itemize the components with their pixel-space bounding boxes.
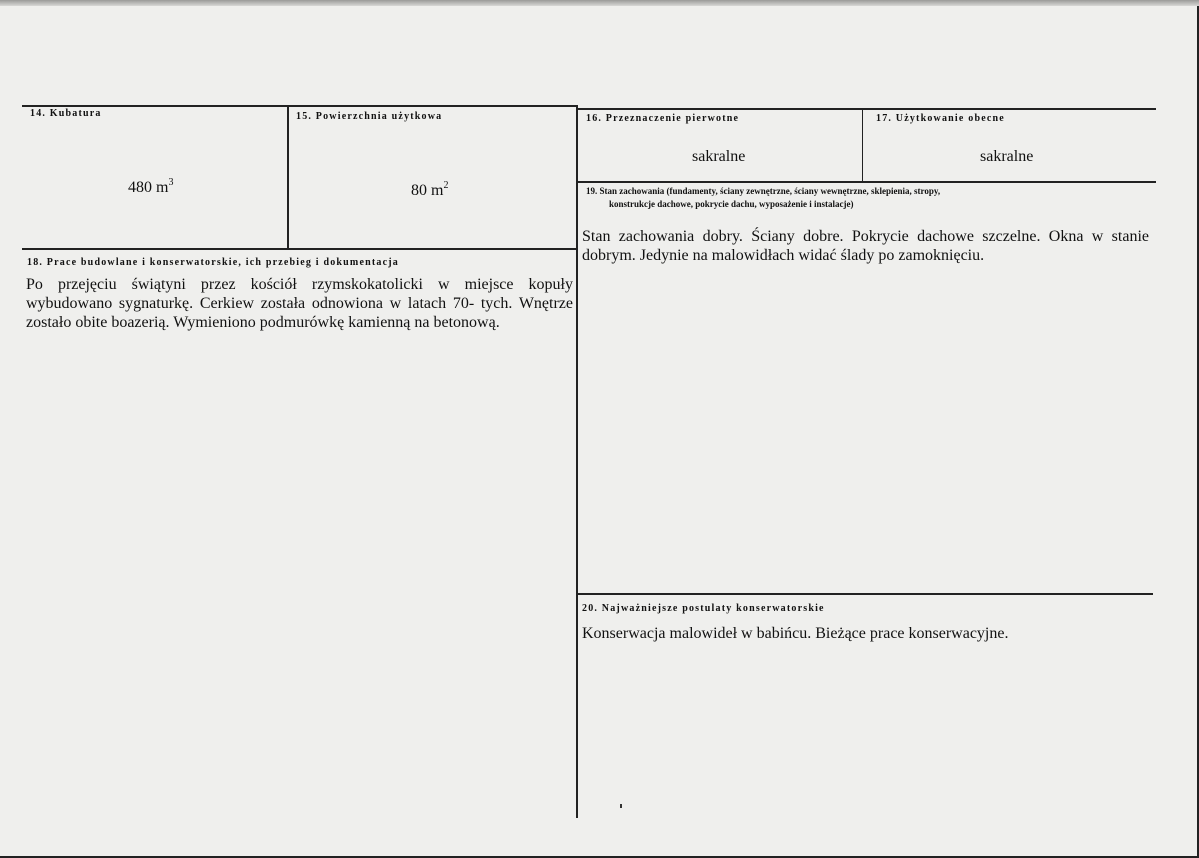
label-stan-zachowania-line2: konstrukcje dachowe, pokrycie dachu, wyposażenie i instalacje) — [609, 199, 854, 209]
divider-16-17 — [862, 108, 863, 181]
text-stan-zachowania: Stan zachowania dobry. Ściany dobre. Pokrycie dachowe szczelne. Okna w stanie dobrym. Jedynie na malowidłach widać ślady po zamoknięciu. — [582, 228, 1149, 264]
row-top-line-left — [22, 105, 578, 107]
divider-14-15 — [287, 105, 289, 250]
label-kubatura: 14. Kubatura — [30, 108, 102, 119]
label-prace-budowlane: 18. Prace budowlane i konserwatorskie, ich przebieg i dokumentacja — [27, 257, 399, 268]
value-powierzchnia-sup: 2 — [443, 180, 449, 191]
divider-14-18 — [22, 248, 578, 250]
text-postulaty: Konserwacja malowideł w babińcu. Bieżące prace konserwacyjne. — [582, 625, 1009, 642]
value-kubatura-sup: 3 — [168, 177, 174, 188]
label-postulaty: 20. Najważniejsze postulaty konserwatorskie — [582, 603, 825, 614]
value-powierzchnia — [411, 182, 448, 200]
value-przeznaczenie: sakralne — [692, 148, 746, 165]
value-powierzchnia-number: 80 m — [411, 182, 444, 199]
main-vertical-divider — [576, 105, 578, 818]
value-kubatura-number: 480 m — [128, 179, 169, 196]
row-top-line-right — [578, 108, 1156, 110]
label-stan-zachowania-line1: 19. Stan zachowania (fundamenty, ściany zewnętrzne, ściany wewnętrzne, sklepienia, stropy, — [586, 186, 941, 196]
value-uzytkowanie: sakralne — [980, 148, 1034, 165]
label-powierzchnia: 15. Powierzchnia użytkowa — [296, 111, 443, 122]
value-kubatura — [128, 179, 173, 197]
label-przeznaczenie: 16. Przeznaczenie pierwotne — [586, 113, 740, 124]
label-uzytkowanie: 17. Użytkowanie obecne — [876, 113, 1005, 124]
page-top-edge — [0, 0, 1199, 6]
text-prace-budowlane: Po przejęciu świątyni przez kościół rzymskokatolicki w miejsce kopuły wybudowano sygnaturkę. Cerkiew została odnowiona w latach 70- tych. Wnętrze zostało obite boazerią. Wymieniono podmurówkę kamienną na betonową. — [26, 276, 573, 331]
ink-mark — [620, 804, 622, 808]
divider-16-19 — [578, 181, 1156, 183]
divider-19-20 — [578, 593, 1153, 595]
